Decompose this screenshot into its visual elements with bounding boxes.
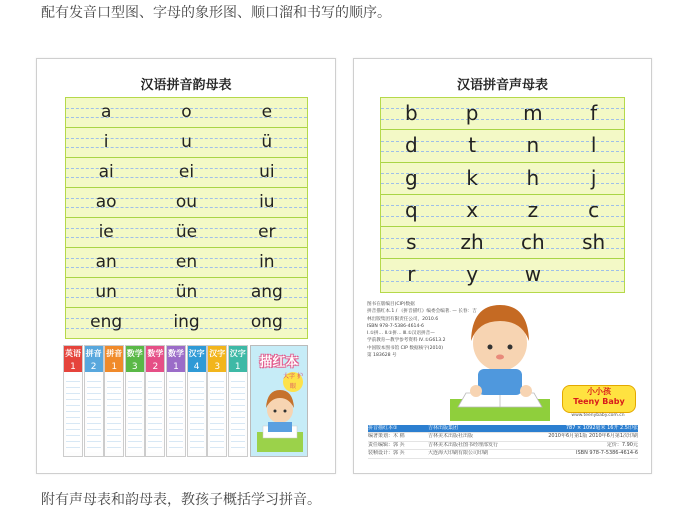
finals-chart-card <box>36 58 336 474</box>
cip-line: 林出版集团有限责任公司，2010.6 <box>367 316 439 322</box>
book-subject-label: 数学 <box>167 346 185 362</box>
pinyin-letter: ang <box>250 282 283 302</box>
pinyin-row <box>66 188 307 218</box>
pinyin-letter: r <box>407 262 416 287</box>
book-spine <box>166 345 186 457</box>
initials-grid <box>380 97 625 293</box>
brand-url: www.teenybaby.com.cn <box>571 413 625 418</box>
pinyin-row <box>66 218 307 248</box>
pinyin-row <box>66 278 307 308</box>
brand-name-en: Teeny Baby <box>573 397 625 406</box>
pinyin-letter: ou <box>175 192 198 212</box>
book-spine <box>104 345 124 457</box>
pinyin-row <box>381 195 624 227</box>
book-page-lines <box>169 376 183 452</box>
book-volume-number: 3 <box>208 362 226 372</box>
pinyin-row <box>66 248 307 278</box>
pinyin-letter: y <box>466 262 479 287</box>
cip-line: ISBN 978-7-5386-4614-6 <box>367 323 424 329</box>
book-page-lines <box>128 376 142 452</box>
book-page-lines <box>87 376 101 452</box>
book-volume-number: 3 <box>126 362 144 372</box>
book-spine <box>228 345 248 457</box>
pinyin-letter: d <box>405 133 418 158</box>
pinyin-letter: zh <box>460 230 484 255</box>
pinyin-letter: ai <box>98 162 114 182</box>
pinyin-letter: in <box>259 252 275 272</box>
book-subject-label: 拼音 <box>85 346 103 362</box>
colophon-row <box>368 442 638 450</box>
finals-grid <box>65 97 308 339</box>
cip-line: 中国版本图书馆 CIP 数据核字(2010) <box>367 345 444 351</box>
pinyin-letter: s <box>406 230 417 255</box>
brand-name-cn: 小小孩 <box>587 387 611 396</box>
book-volume-number: 2 <box>146 362 164 372</box>
pinyin-letter: ei <box>178 162 195 182</box>
pinyin-letter: ü <box>261 132 273 152</box>
pinyin-letter: n <box>526 133 540 158</box>
book-page-lines <box>190 376 204 452</box>
pinyin-row <box>381 163 624 195</box>
pinyin-letter: g <box>405 165 418 190</box>
book-volume-number: 1 <box>64 362 82 372</box>
initials-chart-card <box>353 58 652 474</box>
colophon-cell: 装帧设计：郭 兵 <box>368 450 405 457</box>
tracing-book-title: 描红本 <box>259 355 299 370</box>
book-subject-label: 拼音 <box>105 346 123 362</box>
colophon-cell: 编著策划：木 棉 <box>368 433 405 440</box>
book-page-lines <box>107 376 121 452</box>
cip-line: Ⅰ.①拼… Ⅱ.①拼… Ⅲ.①汉语拼音— <box>367 331 435 337</box>
pinyin-letter: er <box>258 222 276 242</box>
pinyin-letter: a <box>100 102 112 122</box>
tracing-book-cover <box>250 345 308 457</box>
pinyin-letter: x <box>466 197 479 222</box>
colophon-row <box>368 433 638 441</box>
pinyin-letter: m <box>523 101 543 125</box>
pinyin-letter: k <box>466 165 478 190</box>
pinyin-row <box>381 130 624 162</box>
colophon-cell: 大连海大印刷有限公司印刷 <box>428 450 489 457</box>
colophon-cell: 拼音描红本① <box>368 425 398 431</box>
pinyin-letter: un <box>95 282 117 302</box>
book-spine <box>145 345 165 457</box>
book-page-lines <box>148 376 162 452</box>
teeny-baby-logo <box>562 385 636 413</box>
cip-line: 拼音描红本.1 / 《拼音描红》编委会编著. — 长春：吉 <box>367 309 477 315</box>
book-subject-label: 英语 <box>64 346 82 362</box>
pinyin-letter: o <box>181 102 192 122</box>
pinyin-letter: p <box>465 101 479 125</box>
pinyin-letter: h <box>526 165 540 190</box>
colophon-cell: 2010年6月第1版 2010年6月第1次印刷 <box>548 433 638 440</box>
pinyin-letter: ie <box>98 222 114 242</box>
book-volume-number: 1 <box>105 362 123 372</box>
initials-chart-title: 汉语拼音声母表 <box>456 78 548 93</box>
finals-chart-title: 汉语拼音韵母表 <box>140 78 232 93</box>
top-caption: 配有发音口型图、字母的象形图、顺口溜和书写的顺序。 <box>41 5 391 21</box>
colophon-cell: 吉林美术出版社出版 <box>428 433 474 440</box>
cip-line: 第 183628 号 <box>367 353 397 359</box>
book-page-lines <box>210 376 224 452</box>
book-volume-number: 1 <box>229 362 247 372</box>
pinyin-row <box>381 259 624 291</box>
colophon-cell: 责任编辑：郭 兵 <box>368 441 405 448</box>
colophon-row <box>368 425 638 433</box>
colophon-cell: 787 × 1092毫米 16开 2.5印张 <box>565 425 638 431</box>
pinyin-letter: z <box>527 197 539 222</box>
pinyin-letter: ao <box>95 192 117 212</box>
pinyin-letter: f <box>590 101 598 125</box>
book-volume-number: 2 <box>85 362 103 372</box>
pinyin-letter: j <box>590 165 597 190</box>
book-subject-label: 汉字 <box>188 346 206 362</box>
book-subject-label: 汉字 <box>229 346 247 362</box>
pinyin-letter: ün <box>175 282 198 302</box>
book-spine <box>63 345 83 457</box>
pinyin-letter: l <box>590 133 597 158</box>
pinyin-row <box>381 227 624 259</box>
pinyin-letter: üe <box>175 222 198 242</box>
pinyin-letter: b <box>405 101 418 125</box>
colophon-cell: 吉林美术出版社图书经理部发行 <box>428 441 499 448</box>
pinyin-letter: w <box>524 262 542 287</box>
pinyin-letter: q <box>405 197 418 222</box>
book-subject-label: 数学 <box>146 346 164 362</box>
book-spine <box>125 345 145 457</box>
boy-reading-illustration <box>446 295 556 425</box>
pinyin-row <box>381 98 624 130</box>
cip-line: 学前教育—教学参考资料 Ⅳ.①G613.2 <box>367 338 446 344</box>
pinyin-letter: ch <box>521 230 545 255</box>
colophon-table <box>368 425 638 459</box>
pinyin-letter: c <box>588 197 600 222</box>
pinyin-letter: an <box>95 252 117 272</box>
pinyin-letter: eng <box>90 312 123 332</box>
pinyin-row <box>66 308 307 338</box>
pinyin-letter: ong <box>250 312 283 332</box>
pinyin-letter: u <box>181 132 192 152</box>
book-volume-number: 4 <box>188 362 206 372</box>
book-page-lines <box>231 376 245 452</box>
pinyin-row <box>66 128 307 158</box>
pinyin-letter: sh <box>582 230 606 255</box>
bottom-caption: 附有声母表和韵母表，教孩子概括学习拼音。 <box>41 492 321 508</box>
book-subject-label: 数学 <box>126 346 144 362</box>
tracing-book-badge: 大字 护眼 <box>283 373 303 390</box>
child-writing-illustration <box>251 346 309 458</box>
book-volume-number: 1 <box>167 362 185 372</box>
book-subject-label: 汉字 <box>208 346 226 362</box>
book-set-illustration <box>63 345 308 457</box>
book-page-lines <box>66 376 80 452</box>
pinyin-letter: i <box>103 132 109 152</box>
pinyin-letter <box>563 259 624 291</box>
pinyin-letter: ing <box>173 312 200 332</box>
pinyin-row <box>66 98 307 128</box>
pinyin-letter: iu <box>259 192 275 212</box>
book-spine <box>187 345 207 457</box>
colophon-cell: ISBN 978-7-5386-4614-6 <box>576 450 638 457</box>
book-spine <box>84 345 104 457</box>
book-spine <box>207 345 227 457</box>
pinyin-letter: en <box>175 252 198 272</box>
colophon-row <box>368 450 638 458</box>
pinyin-letter: t <box>468 133 477 158</box>
pinyin-letter: ui <box>259 162 275 182</box>
cip-line: 图书在版编目(CIP)数据 <box>367 302 415 307</box>
colophon-cell: 吉林出版集团 <box>428 425 459 431</box>
pinyin-letter: e <box>261 102 273 122</box>
pinyin-row <box>66 158 307 188</box>
colophon-cell: 定价：7.90元 <box>606 441 638 448</box>
